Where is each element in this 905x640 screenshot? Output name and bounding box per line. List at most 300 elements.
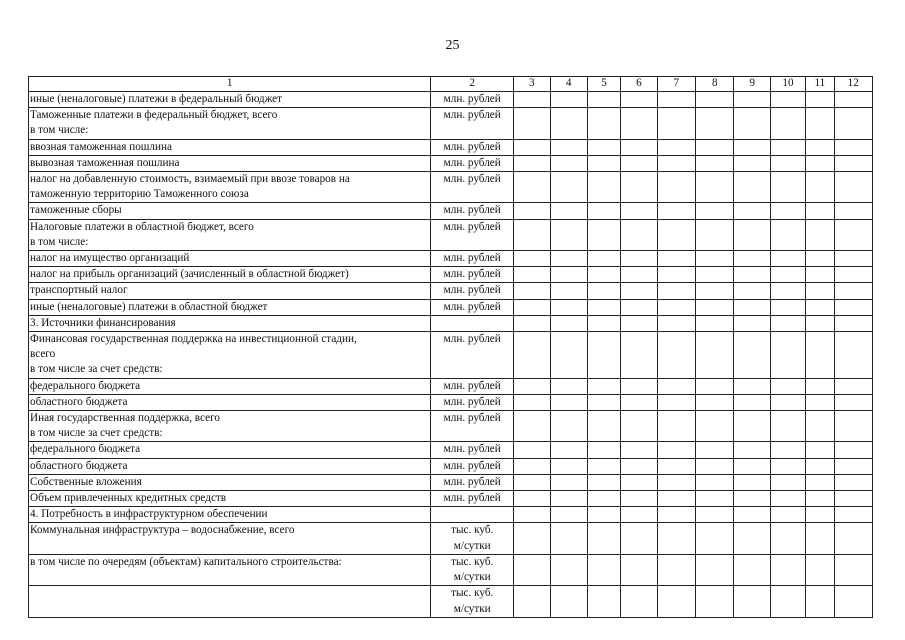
table-row	[29, 554, 873, 585]
unit-line: м/сутки	[453, 602, 491, 615]
table-row	[29, 442, 873, 458]
value-cell	[806, 108, 834, 139]
value-cell	[587, 523, 620, 554]
value-cell	[621, 315, 657, 331]
value-cell	[550, 315, 587, 331]
value-cell	[770, 172, 805, 203]
value-cell	[587, 332, 620, 379]
value-cell	[770, 378, 805, 394]
value-cell	[834, 219, 873, 250]
value-cell	[806, 458, 834, 474]
value-cell	[514, 332, 550, 379]
value-cell	[514, 219, 550, 250]
value-cell	[770, 442, 805, 458]
row-description	[29, 251, 431, 267]
value-cell	[834, 92, 873, 108]
value-cell	[734, 442, 770, 458]
description-line: налог на имущество организаций	[30, 252, 190, 265]
table-row	[29, 299, 873, 315]
value-cell	[587, 411, 620, 442]
description-line: ввозная таможенная пошлина	[30, 140, 172, 153]
description-line: Таможенные платежи в федеральный бюджет, всего	[30, 109, 278, 122]
description-line	[30, 586, 428, 601]
row-description	[29, 554, 431, 585]
value-cell	[696, 219, 734, 250]
table-row	[29, 394, 873, 410]
description-line: иные (неналоговые) платежи в федеральный бюджет	[30, 93, 283, 105]
value-cell	[696, 283, 734, 299]
value-cell	[696, 155, 734, 171]
value-cell	[657, 92, 695, 108]
unit-line: млн. рублей	[443, 252, 501, 265]
value-cell	[770, 139, 805, 155]
unit-line: м/сутки	[453, 571, 491, 584]
value-cell	[587, 394, 620, 410]
row-description	[29, 378, 431, 394]
value-cell	[657, 139, 695, 155]
description-line: налог на прибыль организаций (зачисленный в областной бюджет)	[30, 268, 349, 281]
row-unit	[431, 378, 514, 394]
value-cell	[657, 251, 695, 267]
value-cell	[770, 554, 805, 585]
value-cell	[514, 411, 550, 442]
description-line: транспортный налог	[30, 284, 128, 297]
value-cell	[834, 283, 873, 299]
value-cell	[550, 92, 587, 108]
value-cell	[834, 394, 873, 410]
value-cell	[550, 394, 587, 410]
value-cell	[657, 155, 695, 171]
table-row	[29, 251, 873, 267]
value-cell	[806, 491, 834, 507]
value-cell	[696, 251, 734, 267]
value-cell	[696, 474, 734, 490]
row-description	[29, 203, 431, 219]
unit-line: млн. рублей	[443, 173, 501, 186]
value-cell	[657, 172, 695, 203]
unit-line: млн. рублей	[443, 93, 501, 105]
description-line: таможенные сборы	[30, 204, 122, 217]
unit-line: млн. рублей	[443, 395, 501, 408]
row-unit	[431, 251, 514, 267]
value-cell	[657, 491, 695, 507]
value-cell	[696, 491, 734, 507]
value-cell	[734, 92, 770, 108]
description-line: Финансовая государственная поддержка на инвестиционной стадии,	[30, 333, 357, 346]
unit-line: млн. рублей	[443, 412, 501, 425]
value-cell	[587, 474, 620, 490]
row-description	[29, 267, 431, 283]
value-cell	[696, 332, 734, 379]
value-cell	[550, 203, 587, 219]
value-cell	[834, 523, 873, 554]
value-cell	[770, 219, 805, 250]
value-cell	[734, 458, 770, 474]
row-unit	[431, 474, 514, 490]
value-cell	[657, 442, 695, 458]
row-description	[29, 315, 431, 331]
table-row	[29, 92, 873, 108]
row-description	[29, 586, 431, 617]
value-cell	[587, 267, 620, 283]
value-cell	[734, 491, 770, 507]
value-cell	[587, 219, 620, 250]
description-line: Собственные вложения	[30, 475, 142, 488]
unit-line: м/сутки	[453, 539, 491, 552]
row-unit	[431, 411, 514, 442]
value-cell	[657, 586, 695, 617]
value-cell	[550, 554, 587, 585]
row-unit	[431, 458, 514, 474]
table-row	[29, 219, 873, 250]
value-cell	[806, 267, 834, 283]
table-row	[29, 458, 873, 474]
value-cell	[770, 203, 805, 219]
row-unit	[431, 108, 514, 139]
value-cell	[550, 172, 587, 203]
table-row	[29, 507, 873, 523]
value-cell	[587, 586, 620, 617]
value-cell	[834, 332, 873, 379]
value-cell	[834, 586, 873, 617]
description-line: иные (неналоговые) платежи в областной бюджет	[30, 300, 268, 313]
value-cell	[834, 378, 873, 394]
value-cell	[550, 378, 587, 394]
row-description	[29, 458, 431, 474]
value-cell	[734, 378, 770, 394]
unit-line: млн. рублей	[443, 268, 501, 281]
value-cell	[514, 474, 550, 490]
unit-line: млн. рублей	[443, 459, 501, 472]
table-row	[29, 474, 873, 490]
value-cell	[770, 108, 805, 139]
value-cell	[587, 554, 620, 585]
value-cell	[770, 458, 805, 474]
value-cell	[806, 507, 834, 523]
value-cell	[657, 458, 695, 474]
value-cell	[621, 554, 657, 585]
row-unit	[431, 155, 514, 171]
value-cell	[770, 267, 805, 283]
value-cell	[657, 283, 695, 299]
row-unit	[431, 586, 514, 617]
value-cell	[770, 507, 805, 523]
value-cell	[550, 507, 587, 523]
value-cell	[834, 139, 873, 155]
value-cell	[657, 394, 695, 410]
value-cell	[657, 108, 695, 139]
value-cell	[734, 554, 770, 585]
value-cell	[621, 283, 657, 299]
value-cell	[514, 299, 550, 315]
value-cell	[696, 394, 734, 410]
value-cell	[587, 155, 620, 171]
value-cell	[806, 442, 834, 458]
value-cell	[550, 251, 587, 267]
table-row	[29, 139, 873, 155]
value-cell	[621, 92, 657, 108]
column-header: 6	[621, 77, 657, 92]
description-line: областного бюджета	[30, 395, 128, 408]
value-cell	[806, 283, 834, 299]
description-line: Коммунальная инфраструктура – водоснабжение, всего	[30, 524, 295, 537]
table-row	[29, 283, 873, 299]
unit-line: млн. рублей	[443, 204, 501, 217]
value-cell	[834, 172, 873, 203]
value-cell	[514, 251, 550, 267]
value-cell	[806, 332, 834, 379]
value-cell	[770, 523, 805, 554]
row-unit	[431, 394, 514, 410]
value-cell	[806, 394, 834, 410]
value-cell	[806, 251, 834, 267]
row-unit	[431, 507, 514, 523]
row-unit	[431, 442, 514, 458]
row-unit	[431, 139, 514, 155]
value-cell	[621, 458, 657, 474]
description-line: Иная государственная поддержка, всего	[30, 412, 220, 425]
value-cell	[621, 108, 657, 139]
row-description	[29, 332, 431, 379]
row-unit	[431, 332, 514, 379]
value-cell	[770, 283, 805, 299]
value-cell	[734, 172, 770, 203]
value-cell	[657, 299, 695, 315]
unit-line: млн. рублей	[443, 333, 501, 346]
value-cell	[550, 299, 587, 315]
value-cell	[550, 458, 587, 474]
value-cell	[657, 332, 695, 379]
unit-line: тыс. куб.	[451, 555, 494, 568]
value-cell	[734, 394, 770, 410]
value-cell	[834, 554, 873, 585]
value-cell	[696, 378, 734, 394]
value-cell	[734, 283, 770, 299]
row-description	[29, 172, 431, 203]
value-cell	[696, 411, 734, 442]
value-cell	[696, 92, 734, 108]
value-cell	[770, 394, 805, 410]
value-cell	[550, 219, 587, 250]
row-description	[29, 92, 431, 108]
value-cell	[696, 554, 734, 585]
value-cell	[550, 108, 587, 139]
table-row	[29, 332, 873, 379]
value-cell	[770, 332, 805, 379]
row-description	[29, 394, 431, 410]
row-unit	[431, 315, 514, 331]
column-header: 12	[834, 77, 873, 92]
value-cell	[806, 474, 834, 490]
value-cell	[514, 203, 550, 219]
unit-line: тыс. куб.	[451, 524, 494, 537]
value-cell	[514, 92, 550, 108]
column-header: 3	[514, 77, 550, 92]
value-cell	[657, 474, 695, 490]
value-cell	[734, 267, 770, 283]
value-cell	[834, 155, 873, 171]
description-line: таможенную территорию Таможенного союза	[30, 188, 249, 201]
value-cell	[587, 172, 620, 203]
description-line: Налоговые платежи в областной бюджет, всего	[30, 220, 254, 233]
value-cell	[657, 378, 695, 394]
column-header: 9	[734, 77, 770, 92]
value-cell	[550, 139, 587, 155]
row-description	[29, 442, 431, 458]
row-unit	[431, 267, 514, 283]
table-row	[29, 523, 873, 554]
value-cell	[696, 172, 734, 203]
value-cell	[550, 411, 587, 442]
unit-line: млн. рублей	[443, 379, 501, 392]
row-description	[29, 108, 431, 139]
value-cell	[834, 251, 873, 267]
value-cell	[806, 586, 834, 617]
description-line: федерального бюджета	[30, 379, 141, 392]
value-cell	[806, 203, 834, 219]
description-line: областного бюджета	[30, 459, 128, 472]
value-cell	[834, 299, 873, 315]
value-cell	[550, 491, 587, 507]
value-cell	[587, 251, 620, 267]
value-cell	[621, 251, 657, 267]
value-cell	[550, 523, 587, 554]
value-cell	[587, 299, 620, 315]
column-header: 2	[431, 77, 514, 92]
value-cell	[514, 283, 550, 299]
value-cell	[514, 394, 550, 410]
value-cell	[514, 491, 550, 507]
table-row	[29, 172, 873, 203]
value-cell	[806, 172, 834, 203]
value-cell	[834, 411, 873, 442]
row-description	[29, 523, 431, 554]
value-cell	[834, 267, 873, 283]
table-row	[29, 267, 873, 283]
row-description	[29, 474, 431, 490]
description-line: в том числе по очередям (объектам) капитального строительства:	[30, 555, 342, 568]
value-cell	[806, 219, 834, 250]
value-cell	[734, 251, 770, 267]
value-cell	[587, 315, 620, 331]
description-line: 4. Потребность в инфраструктурном обеспечении	[30, 508, 268, 521]
row-description	[29, 139, 431, 155]
header-row	[29, 77, 873, 92]
value-cell	[696, 315, 734, 331]
description-line: федерального бюджета	[30, 443, 141, 456]
unit-line: млн. рублей	[443, 140, 501, 153]
row-description	[29, 283, 431, 299]
description-line: всего	[30, 348, 56, 361]
value-cell	[621, 586, 657, 617]
value-cell	[587, 283, 620, 299]
value-cell	[550, 586, 587, 617]
description-line: в том числе:	[30, 235, 89, 248]
value-cell	[696, 458, 734, 474]
value-cell	[621, 203, 657, 219]
value-cell	[696, 299, 734, 315]
value-cell	[734, 203, 770, 219]
description-line: в том числе за счет средств:	[30, 363, 163, 376]
value-cell	[587, 203, 620, 219]
value-cell	[514, 108, 550, 139]
value-cell	[621, 474, 657, 490]
unit-line: тыс. куб.	[451, 587, 494, 600]
value-cell	[657, 219, 695, 250]
value-cell	[514, 155, 550, 171]
value-cell	[834, 507, 873, 523]
value-cell	[514, 378, 550, 394]
unit-line: млн. рублей	[443, 492, 501, 505]
value-cell	[734, 507, 770, 523]
value-cell	[734, 332, 770, 379]
value-cell	[621, 267, 657, 283]
unit-line: млн. рублей	[443, 475, 501, 488]
value-cell	[734, 586, 770, 617]
value-cell	[734, 155, 770, 171]
value-cell	[770, 251, 805, 267]
value-cell	[696, 203, 734, 219]
table-row	[29, 411, 873, 442]
value-cell	[834, 315, 873, 331]
column-header: 1	[29, 77, 431, 92]
row-unit	[431, 554, 514, 585]
column-header: 10	[770, 77, 805, 92]
row-description	[29, 507, 431, 523]
value-cell	[621, 139, 657, 155]
value-cell	[514, 267, 550, 283]
value-cell	[587, 378, 620, 394]
value-cell	[621, 172, 657, 203]
row-description	[29, 411, 431, 442]
column-header: 7	[657, 77, 695, 92]
description-line: Объем привлеченных кредитных средств	[30, 492, 227, 505]
value-cell	[734, 523, 770, 554]
column-header: 11	[806, 77, 834, 92]
value-cell	[806, 299, 834, 315]
table-row	[29, 315, 873, 331]
row-unit	[431, 299, 514, 315]
value-cell	[734, 108, 770, 139]
value-cell	[514, 442, 550, 458]
value-cell	[806, 315, 834, 331]
value-cell	[621, 332, 657, 379]
value-cell	[621, 394, 657, 410]
value-cell	[621, 219, 657, 250]
value-cell	[696, 442, 734, 458]
value-cell	[806, 155, 834, 171]
value-cell	[834, 458, 873, 474]
table-row	[29, 586, 873, 617]
value-cell	[587, 92, 620, 108]
row-unit	[431, 203, 514, 219]
description-line: 3. Источники финансирования	[30, 316, 176, 329]
value-cell	[657, 554, 695, 585]
value-cell	[657, 203, 695, 219]
value-cell	[696, 507, 734, 523]
value-cell	[734, 411, 770, 442]
value-cell	[734, 315, 770, 331]
value-cell	[806, 523, 834, 554]
value-cell	[806, 139, 834, 155]
row-description	[29, 299, 431, 315]
value-cell	[834, 491, 873, 507]
value-cell	[770, 315, 805, 331]
value-cell	[514, 172, 550, 203]
value-cell	[514, 315, 550, 331]
value-cell	[550, 474, 587, 490]
value-cell	[770, 411, 805, 442]
